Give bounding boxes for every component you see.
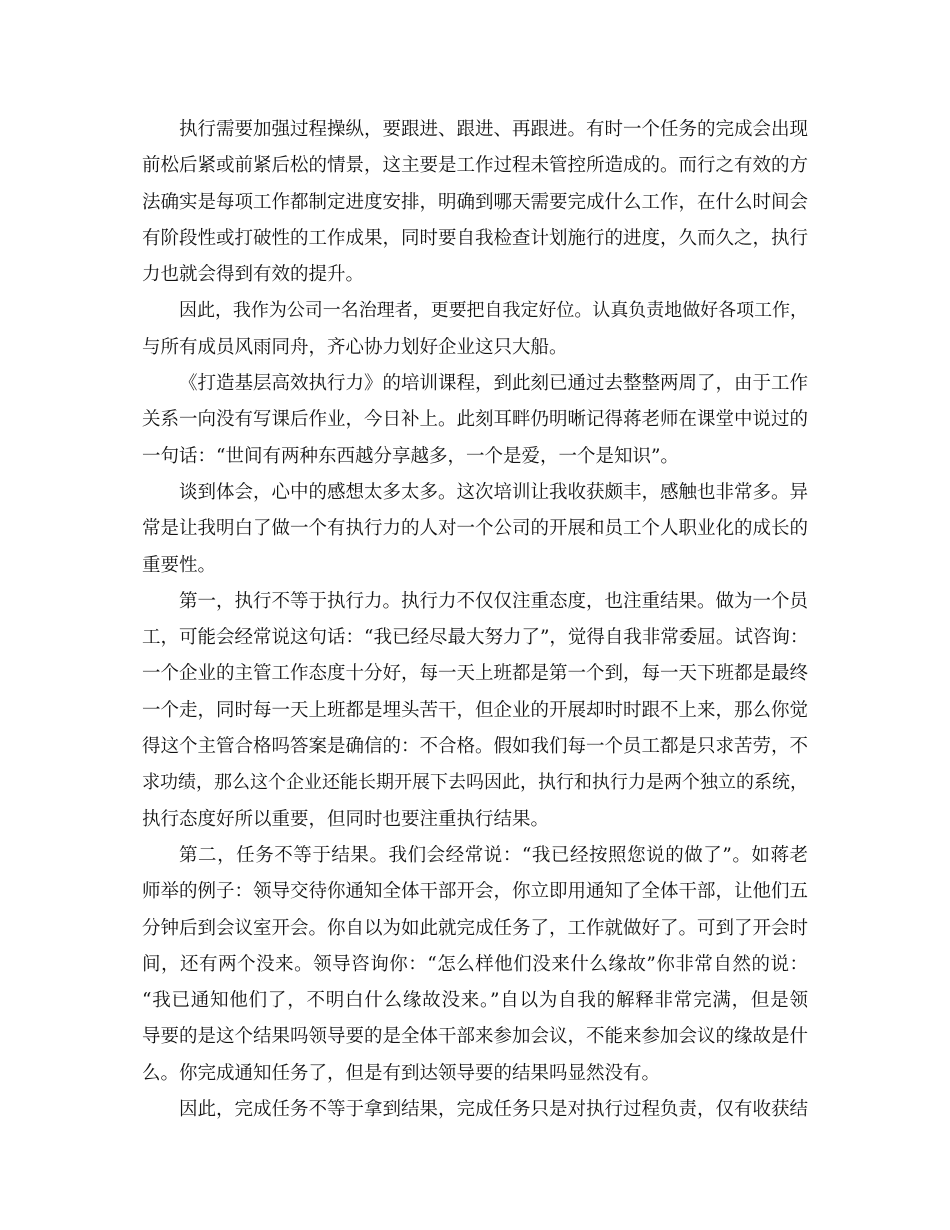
text-line: 间，还有两个没来。领导咨询你：“怎么样他们没来什么缘故”你非常自然的说： bbox=[142, 953, 808, 975]
text-line: 谈到体会，心中的感想太多太多。这次培训让我收获颇丰，感触也非常多。异 bbox=[179, 481, 809, 503]
paragraph bbox=[142, 838, 808, 1092]
paragraph bbox=[142, 112, 808, 293]
paragraph bbox=[142, 475, 808, 584]
text-line: 力也就会得到有效的提升。 bbox=[142, 264, 365, 286]
text-line: 因此，我作为公司一名治理者，更要把自我定好位。认真负责地做好各项工作， bbox=[179, 300, 808, 322]
paragraph bbox=[142, 1092, 808, 1128]
text-line: 与所有成员风雨同舟，齐心协力划好企业这只大船。 bbox=[142, 336, 568, 358]
text-line: 第二，任务不等于结果。我们会经常说：“我已经按照您说的做了”。如蒋老 bbox=[179, 844, 808, 866]
text-line: “我已通知他们了，不明白什么缘故没来。”自以为自我的解释非常完满，但是领 bbox=[142, 990, 808, 1012]
text-line: 执行需要加强过程操纵，要跟进、跟进、再跟进。有时一个任务的完成会出现 bbox=[179, 119, 809, 140]
text-line: 一个走，同时每一天上班都是埋头苦干，但企业的开展却时时跟不上来，那么你觉 bbox=[142, 699, 809, 721]
text-line: 么。你完成通知任务了，但是有到达领导要的结果吗显然没有。 bbox=[142, 1062, 661, 1084]
text-line: 工，可能会经常说这句话：“我已经尽最大努力了”，觉得自我非常委屈。试咨询： bbox=[142, 627, 809, 649]
text-line: 关系一向没有写课后作业，今日补上。此刻耳畔仍明晰记得蒋老师在课堂中说过的 bbox=[142, 409, 809, 431]
text-line: 执行态度好所以重要，但同时也要注重执行结果。 bbox=[142, 808, 550, 830]
text-line: 分钟后到会议室开会。你自以为如此就完成任务了，工作就做好了。可到了开会时 bbox=[142, 917, 809, 939]
document-body bbox=[142, 112, 808, 1128]
text-line: 一句话：“世间有两种东西越分享越多，一个是爱，一个是知识”。 bbox=[142, 445, 679, 467]
text-line: 法确实是每项工作都制定进度安排，明确到哪天需要完成什么工作，在什么时间会 bbox=[142, 191, 809, 213]
text-line: 有阶段性或打破性的工作成果，同时要自我检查计划施行的进度，久而久之，执行 bbox=[142, 227, 809, 249]
text-line: 得这个主管合格吗答案是确信的：不合格。假如我们每一个员工都是只求苦劳，不 bbox=[142, 736, 809, 758]
text-line: 因此，完成任务不等于拿到结果，完成任务只是对执行过程负责，仅有收获结 bbox=[179, 1099, 809, 1121]
text-line: 常是让我明白了做一个有执行力的人对一个公司的开展和员工个人职业化的成长的 bbox=[142, 518, 809, 540]
paragraph bbox=[142, 366, 808, 475]
paragraph bbox=[142, 584, 808, 838]
text-line: 导要的是这个结果吗领导要的是全体干部来参加会议，不能来参加会议的缘故是什 bbox=[142, 1026, 809, 1048]
text-line: 一个企业的主管工作态度十分好，每一天上班都是第一个到，每一天下班都是最终 bbox=[142, 663, 809, 685]
text-line: 第一，执行不等于执行力。执行力不仅仅注重态度，也注重结果。做为一个员 bbox=[179, 590, 809, 612]
text-line: 重要性。 bbox=[142, 554, 217, 576]
text-line: 《打造基层高效执行力》的培训课程，到此刻已通过去整整两周了，由于工作 bbox=[179, 373, 809, 395]
text-line: 师举的例子：领导交待你通知全体干部开会，你立即用通知了全体干部，让他们五 bbox=[142, 881, 809, 903]
text-line: 求功绩，那么这个企业还能长期开展下去吗因此，执行和执行力是两个独立的系统， bbox=[142, 772, 808, 794]
paragraph bbox=[142, 293, 808, 366]
text-line: 前松后紧或前紧后松的情景，这主要是工作过程未管控所造成的。而行之有效的方 bbox=[142, 155, 809, 177]
